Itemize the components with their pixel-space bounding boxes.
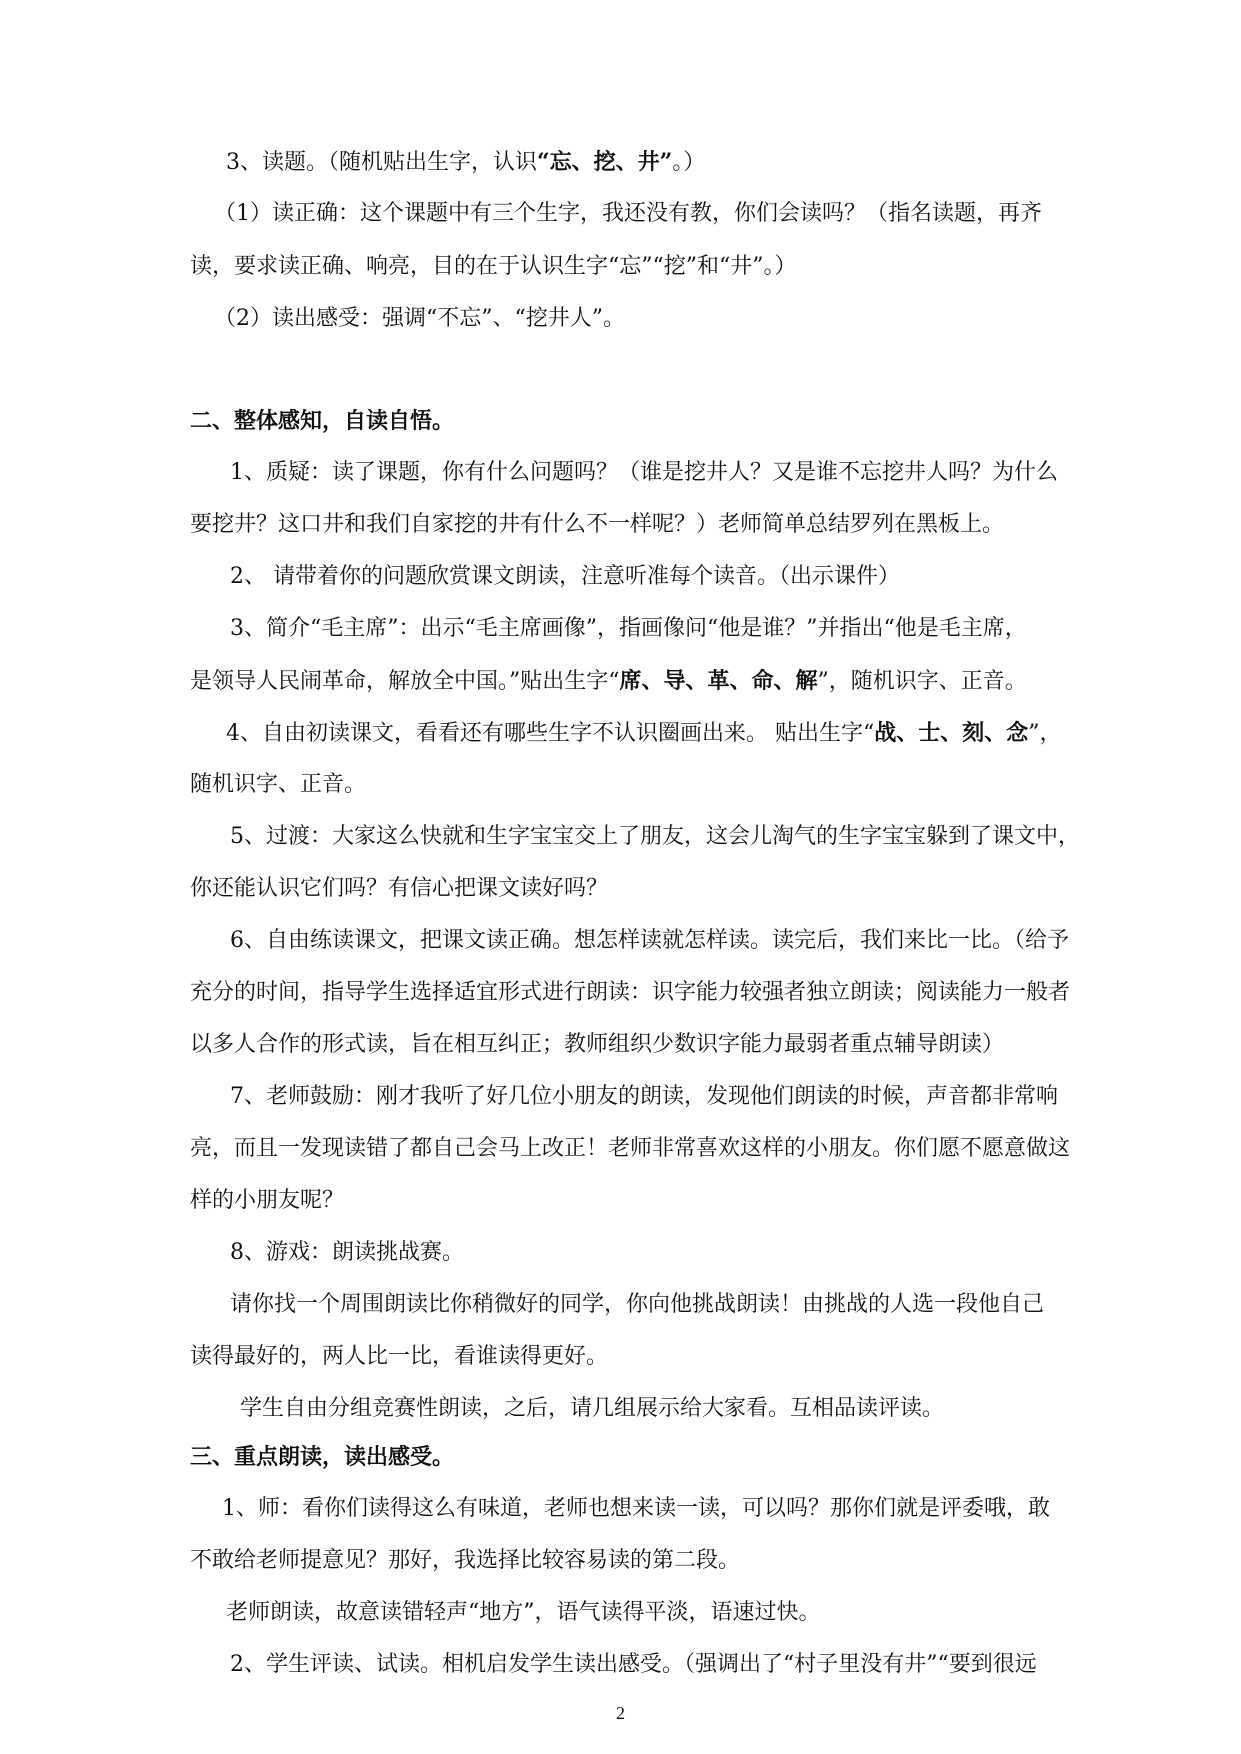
text-line xyxy=(230,1289,1044,1321)
text-run: 要挖井？这口井和我们自家挖的井有什么不一样呢？）老师简单总结罗列在黑板上。 xyxy=(190,512,1005,537)
text-run: 亮，而且一发现读错了都自己会马上改正！老师非常喜欢这样的小朋友。你们愿不愿意做这 xyxy=(190,1136,1071,1161)
text-run: 不敢给老师提意见？那好，我选择比较容易读的第二段。 xyxy=(190,1548,741,1573)
text-line xyxy=(230,821,1080,853)
text-line xyxy=(230,457,1058,489)
section-heading xyxy=(190,1441,454,1473)
text-run: 随机识字、正音。 xyxy=(190,772,367,797)
text-line xyxy=(230,561,900,593)
text-line xyxy=(190,873,608,905)
text-line xyxy=(190,1341,608,1373)
text-run: （2）读出感受：强调“不忘”、“挖井人”。 xyxy=(214,306,625,331)
text-line xyxy=(226,146,705,179)
text-line xyxy=(190,977,1070,1009)
text-run: ”，随机识字、正音。 xyxy=(817,669,1027,694)
text-line xyxy=(190,1185,344,1217)
text-line xyxy=(190,251,796,283)
text-run: 。） xyxy=(672,150,706,175)
text-run: 老师朗读，故意读错轻声“地方”，语气读得平淡，语速过快。 xyxy=(226,1600,821,1625)
text-run: ”， xyxy=(1028,721,1062,746)
text-run: 请你找一个周围朗读比你稍微好的同学，你向他挑战朗读！由挑战的人选一段他自己 xyxy=(230,1292,1045,1317)
text-line xyxy=(230,925,1069,957)
text-run: 三、重点朗读，读出感受。 xyxy=(190,1444,455,1470)
text-run: 充分的时间，指导学生选择适宜形式进行朗读：识字能力较强者独立朗读；阅读能力一般者 xyxy=(190,980,1071,1005)
text-run: 4、自由初读课文，看看还有哪些生字不认识圈画出来。 贴出生字“ xyxy=(226,721,875,746)
text-line xyxy=(230,1237,464,1269)
text-run: 读得最好的，两人比一比，看谁读得更好。 xyxy=(190,1344,609,1369)
bold-text-run: 战、士、刻、念 xyxy=(874,720,1029,746)
text-run: 1、质疑：读了课题，你有什么问题吗？（谁是挖井人？又是谁不忘挖井人吗？为什么 xyxy=(230,460,1058,485)
text-run: 2、学生评读、试读。相机启发学生读出感受。（强调出了“村子里没有井”“要到很远 xyxy=(230,1652,1037,1677)
text-line xyxy=(190,1133,1070,1165)
text-line xyxy=(190,509,1004,541)
bold-text-run: 席、导、革、命、解 xyxy=(619,668,818,694)
text-run: 1、师：看你们读得这么有味道，老师也想来读一读，可以吗？那你们就是评委哦，敢 xyxy=(222,1496,1050,1521)
text-run: 3、读题。（随机贴出生字，认识 xyxy=(226,150,537,175)
text-run: 二、整体感知，自读自悟。 xyxy=(190,408,455,434)
text-run: 6、自由练读课文，把课文读正确。想怎样读就怎样读。读完后，我们来比一比。（给予 xyxy=(230,928,1069,953)
text-run: 5、过渡：大家这么快就和生字宝宝交上了朋友，这会儿淘气的生字宝宝躲到了课文中， xyxy=(230,824,1080,849)
bold-text-run: “忘、挖、井” xyxy=(537,149,673,175)
text-run: 3、简介“毛主席”：出示“毛主席画像”，指画像问“他是谁？”并指出“他是毛主席， xyxy=(230,616,1027,641)
text-run: 2、 请带着你的问题欣赏课文朗读，注意听准每个读音。（出示课件） xyxy=(230,564,900,589)
section-heading xyxy=(190,405,454,437)
text-line xyxy=(190,1545,740,1577)
text-run: 读，要求读正确、响亮，目的在于认识生字“忘”“挖”和“井”。） xyxy=(190,254,797,279)
text-line xyxy=(222,1493,1050,1525)
text-run: 学生自由分组竞赛性朗读，之后，请几组展示给大家看。互相品读评读。 xyxy=(240,1396,945,1421)
text-run: 以多人合作的形式读，旨在相互纠正；教师组织少数识字能力最弱者重点辅导朗读） xyxy=(190,1032,1005,1057)
text-line xyxy=(230,1081,1058,1113)
text-line xyxy=(190,1029,1004,1061)
text-run: 7、老师鼓励：刚才我听了好几位小朋友的朗读，发现他们朗读的时候，声音都非常响 xyxy=(230,1084,1058,1109)
text-line xyxy=(230,613,1027,645)
text-line xyxy=(240,1393,944,1425)
text-line xyxy=(214,198,1042,230)
page-number: 2 xyxy=(616,1703,625,1723)
text-line xyxy=(230,1649,1037,1681)
text-run: 8、游戏：朗读挑战赛。 xyxy=(230,1240,464,1265)
text-line xyxy=(190,665,1027,698)
text-line xyxy=(190,769,366,801)
text-line xyxy=(214,303,625,335)
text-run: （1）读正确：这个课题中有三个生字，我还没有教，你们会读吗？（指名读题，再齐 xyxy=(214,201,1042,226)
text-run: 是领导人民闹革命，解放全中国。”贴出生字“ xyxy=(190,669,620,694)
text-run: 你还能认识它们吗？有信心把课文读好吗？ xyxy=(190,876,609,901)
text-line xyxy=(226,717,1062,750)
text-line xyxy=(226,1597,821,1629)
text-run: 样的小朋友呢？ xyxy=(190,1188,345,1213)
